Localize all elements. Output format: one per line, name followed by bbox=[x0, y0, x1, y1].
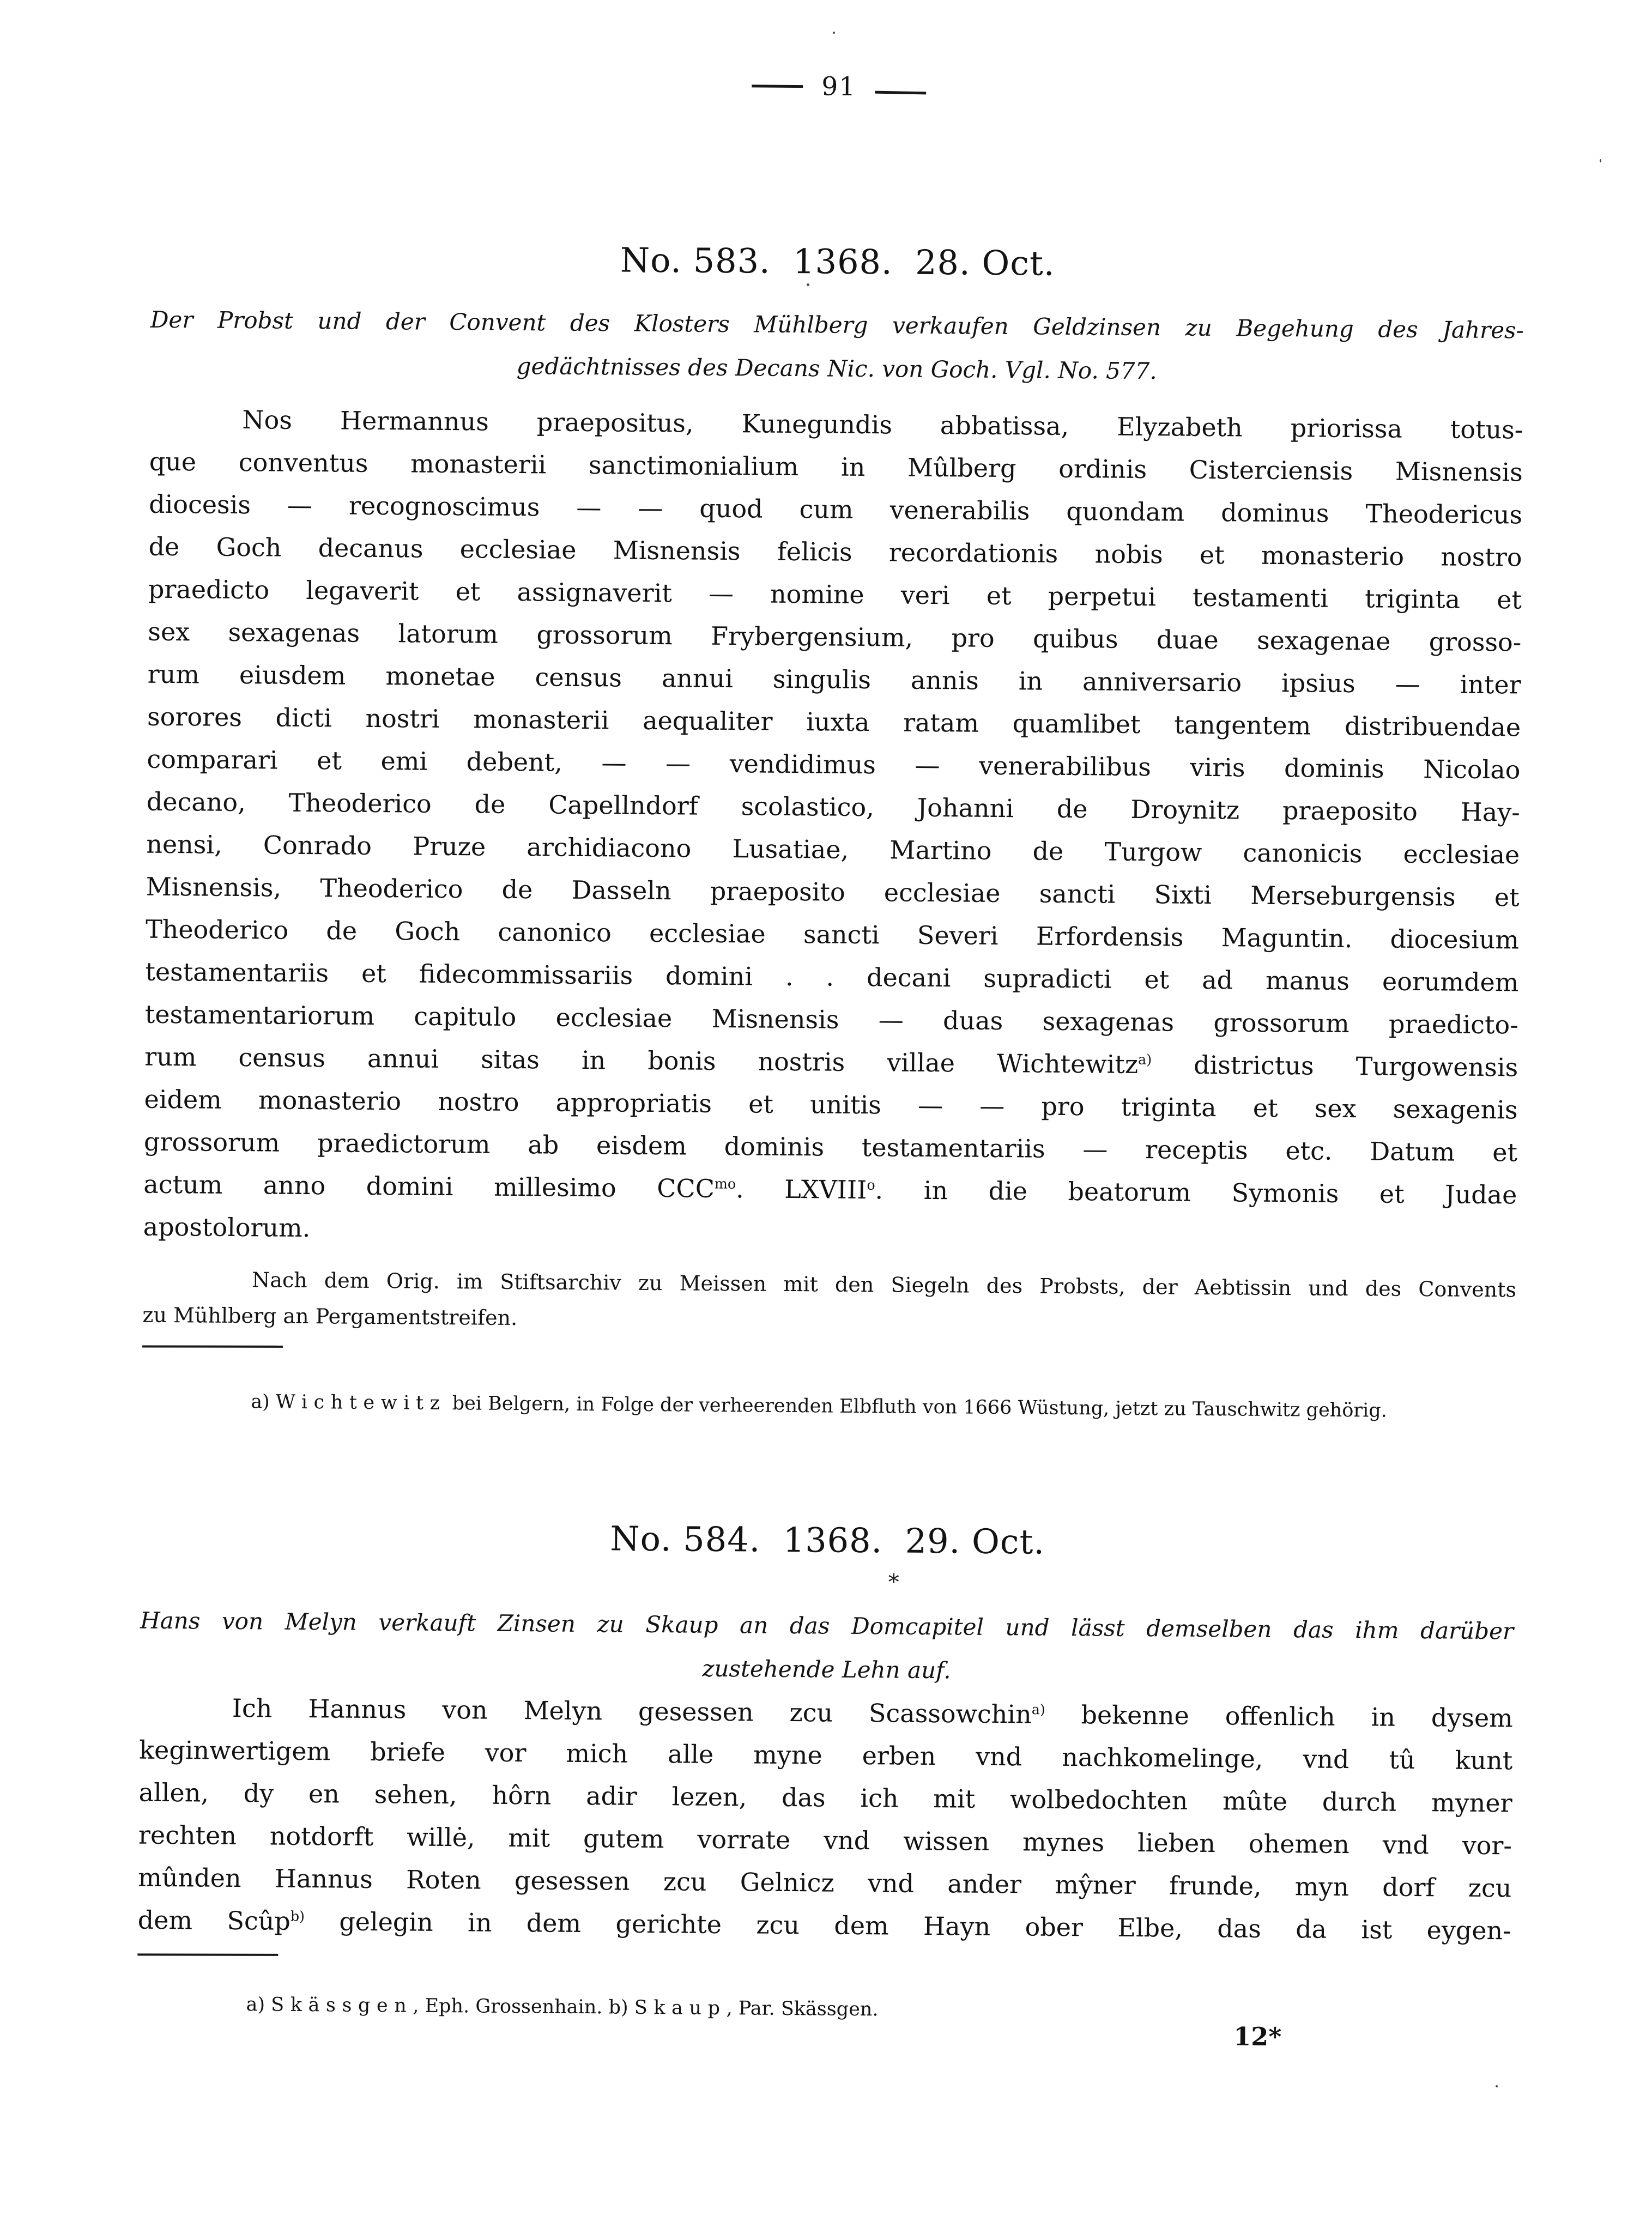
text-line: actum anno domini millesimo $CCC^{mo}$. LXVIII$^o$. in die beatorum Symonis et Judae bbox=[143, 1169, 1517, 1210]
ink-mark: * bbox=[888, 1570, 899, 1595]
entry-583-provenance bbox=[142, 1261, 1516, 1344]
page-number: 91 bbox=[821, 71, 857, 102]
text-line: praedicto legaverit et assignaverit — nomine veri et perpetui testamenti triginta et bbox=[148, 574, 1522, 615]
page-number-dash-left bbox=[752, 84, 803, 88]
entry-584-summary-line: Hans von Melyn verkauft Zinsen zu Skaup an das Domcapitel und lässt demselben das ihm darüber bbox=[140, 1607, 1514, 1645]
text-line: allen, dy en sehen, hôrn adir lezen, das ich mit wolbedochten mûte durch myner bbox=[138, 1777, 1512, 1818]
text-line: sex sexagenas latorum grossorum Frybergensium, pro quibus duae sexagenae grosso- bbox=[148, 616, 1522, 657]
text-line: comparari et emi debent, — — vendidimus — venerabilibus viris dominis Nicolao bbox=[147, 744, 1521, 785]
text-line: rum census annui sitas in bonis nostris villae Wichtewitz$^{a)}$ districtus Turgowensis bbox=[144, 1042, 1518, 1082]
scan-speckle bbox=[833, 32, 835, 34]
entry-584-footnote: a) Skässgen, Eph. Grossenhain. b) Skaup, Par. Skässgen. bbox=[246, 1994, 879, 2021]
text-line: de Goch decanus ecclesiae Misnensis felicis recordationis nobis et monasterio nostro bbox=[148, 531, 1522, 572]
text-line: Nach dem Orig. im Stiftsarchiv zu Meissen mit den Siegeln des Probsts, der Aebtissin und des Convents bbox=[251, 1268, 1517, 1302]
entry-583-heading: No. 583. 1368. 28. Oct. bbox=[620, 240, 1055, 283]
text-line: Misnensis, Theoderico de Dasseln praeposito ecclesiae sancti Sixti Merseburgensis et bbox=[146, 871, 1520, 912]
scan-speckle bbox=[1496, 2085, 1498, 2087]
text-line: grossorum praedictorum ab eisdem dominis testamentariis — receptis etc. Datum et bbox=[143, 1127, 1518, 1167]
page-header bbox=[152, 66, 1526, 107]
text-line: apostolorum. bbox=[143, 1212, 311, 1243]
text-line: decano, Theoderico de Capellndorf scolastico, Johanni de Droynitz praeposito Hay- bbox=[146, 786, 1521, 827]
entry-584-heading: No. 584. 1368. 29. Oct. bbox=[610, 1518, 1045, 1562]
entry-583-summary-line: gedächtnisses des Decans Nic. von Goch. Vgl. No. 577. bbox=[516, 352, 1157, 385]
text-line: que conventus monasterii sanctimonialium in Mûlberg ordinis Cisterciensis Misnensis bbox=[149, 446, 1523, 487]
page-number-dash-right bbox=[875, 90, 926, 94]
text-line: eidem monasterio nostro appropriatis et unitis — — pro triginta et sex sexagenis bbox=[144, 1084, 1518, 1125]
text-line: keginwertigem briefe vor mich alle myne erben vnd nachkomelinge, vnd tû kunt bbox=[139, 1735, 1513, 1776]
entry-583-summary-line: Der Probst und der Convent des Klosters Mühlberg verkaufen Geldzinsen zu Begehung des Jahres- bbox=[150, 306, 1524, 344]
text-line: sorores dicti nostri monasterii aequaliter iuxta ratam quamlibet tangentem distribuendae bbox=[147, 701, 1521, 742]
text-column bbox=[137, 1, 1526, 2052]
text-line: rum eiusdem monetae census annui singulis annis in anniversario ipsius — inter bbox=[147, 659, 1521, 700]
footnote-separator bbox=[142, 1345, 283, 1347]
text-line: Nos Hermannus praepositus, Kunegundis abbatissa, Elyzabeth priorissa totus- bbox=[242, 405, 1523, 445]
entry-583-body bbox=[143, 398, 1523, 1259]
text-line: mûnden Hannus Roten gesessen zcu Gelnicz vnd ander mŷner frunde, myn dorf zcu bbox=[138, 1862, 1512, 1903]
entry-583-footnote: a) Wichtewitz bei Belgern, in Folge der verheerenden Elbfluth von 1666 Wüstung, jetzt zu Tauschwitz gehörig. bbox=[251, 1391, 1387, 1422]
entry-584-summary-line: zustehende Lehn auf. bbox=[702, 1655, 951, 1684]
text-line: dem Scûp$^{b)}$ gelegin in dem gerichte zcu dem Hayn ober Elbe, das da ist eygen- bbox=[137, 1905, 1511, 1946]
footnote-separator bbox=[137, 1953, 278, 1955]
text-line: Ich Hannus von Melyn gesessen zcu Scassowchin$^{a)}$ bekenne offenlich in dysem bbox=[232, 1693, 1514, 1733]
text-line: diocesis — recognoscimus — — quod cum venerabilis quondam dominus Theodericus bbox=[149, 489, 1523, 530]
entry-584-body bbox=[138, 1686, 1514, 1952]
scan-speckle bbox=[807, 283, 809, 286]
text-line: testamentariis et fidecommissariis domini . . decani supradicti et ad manus eorumdem bbox=[145, 956, 1519, 997]
text-line: testamentariorum capitulo ecclesiae Misnensis — duas sexagenas grossorum praedicto- bbox=[144, 999, 1518, 1040]
text-line: zu Mühlberg an Pergamentstreifen. bbox=[142, 1303, 518, 1330]
scan-speckle bbox=[1600, 159, 1601, 162]
signature-mark: 12* bbox=[1233, 2021, 1282, 2052]
text-line: nensi, Conrado Pruze archidiacono Lusatiae, Martino de Turgow canonicis ecclesiae bbox=[146, 829, 1520, 870]
text-line: rechten notdorft willė, mit gutem vorrate vnd wissen mynes lieben ohemen vnd vor- bbox=[138, 1820, 1512, 1861]
text-line: Theoderico de Goch canonico ecclesiae sancti Severi Erfordensis Maguntin. diocesium bbox=[145, 914, 1520, 955]
